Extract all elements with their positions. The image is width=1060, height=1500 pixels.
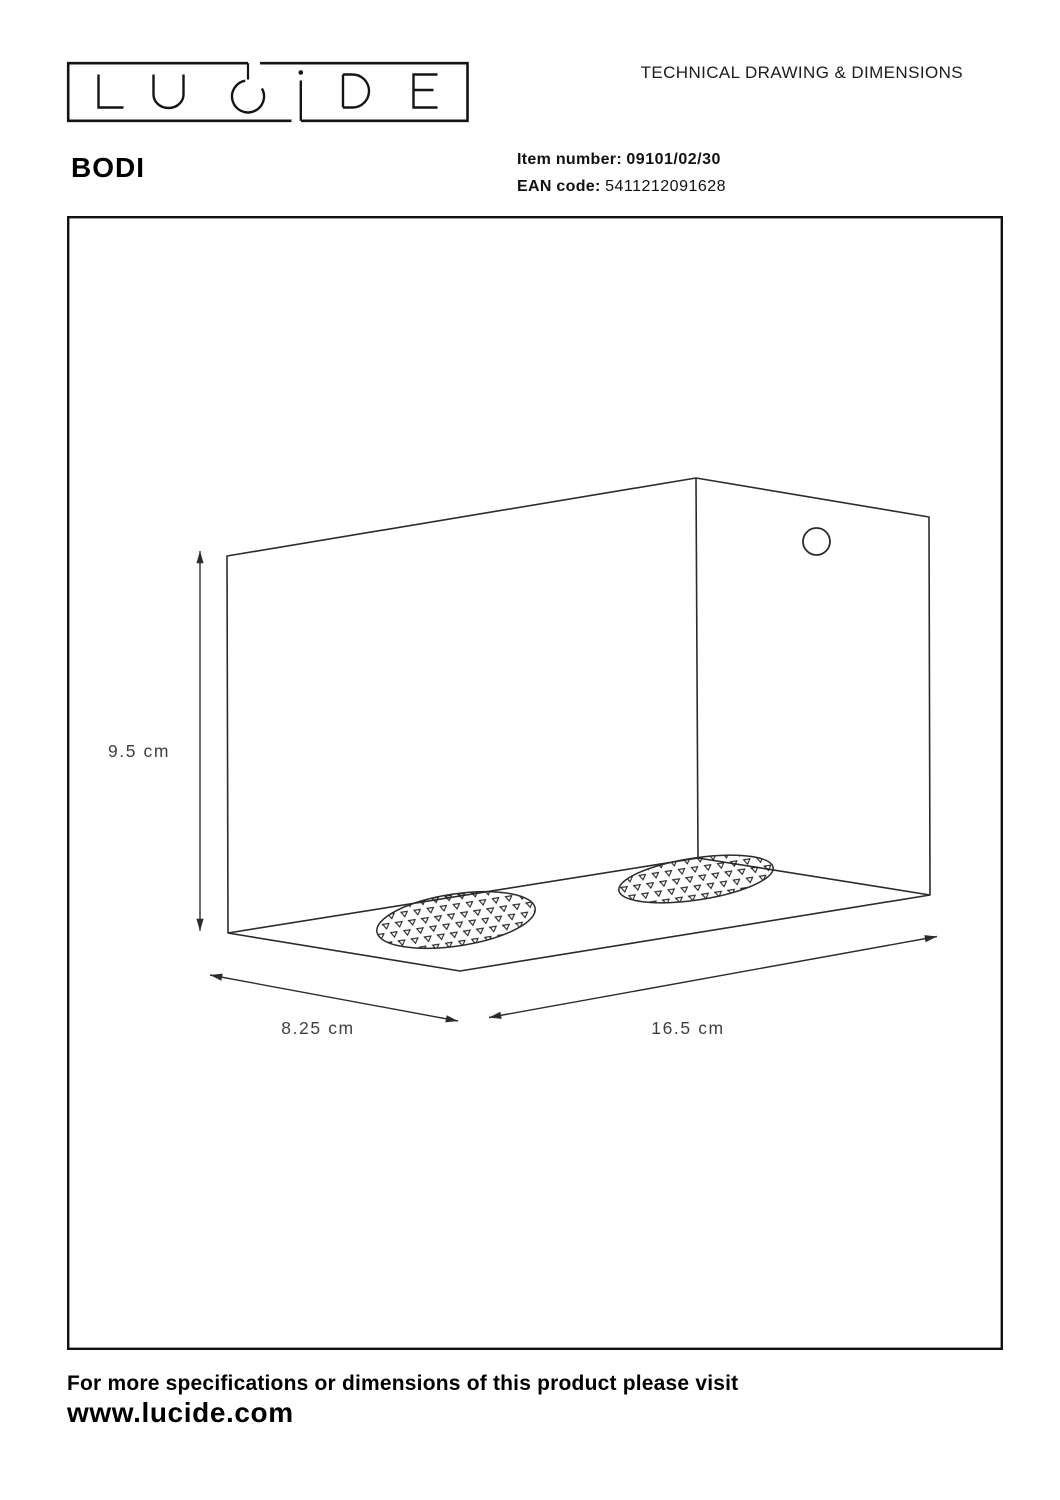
depth-dimension-label: 8.25 cm <box>281 1018 355 1038</box>
product-name: BODI <box>71 152 145 183</box>
product-box-inner-edges <box>228 478 930 933</box>
light-opening-right <box>616 847 776 912</box>
website-link[interactable]: www.lucide.com <box>67 1397 294 1428</box>
height-dimension-label: 9.5 cm <box>107 741 171 761</box>
logo-frame-right <box>260 63 468 121</box>
light-opening-left <box>373 882 539 957</box>
doc-title: TECHNICAL DRAWING & DIMENSIONS <box>640 63 963 82</box>
width-dimension-label: 16.5 cm <box>651 1018 725 1038</box>
lucide-logo <box>60 55 476 129</box>
mounting-hole-circle <box>803 528 830 555</box>
logo-letter-l <box>99 75 124 108</box>
logo-letter-i-dot <box>299 70 304 75</box>
item-number-row <box>517 147 726 174</box>
ean-value: 5411212091628 <box>605 177 727 195</box>
technical-drawing <box>67 216 1003 1350</box>
drawing-border <box>68 217 1002 1349</box>
ean-row <box>517 174 726 201</box>
logo-frame-left <box>68 63 291 121</box>
item-number-label: Item number: <box>517 151 622 168</box>
product-info-block <box>517 147 726 200</box>
technical-drawing-panel <box>67 216 1003 1350</box>
logo-letter-u <box>154 75 184 109</box>
footer-note: For more specifications or dimensions of this product please visit <box>67 1372 739 1395</box>
width-dimension-arrow <box>489 937 937 1018</box>
item-number-value: 09101/02/30 <box>626 151 721 168</box>
ean-label: EAN code: <box>517 177 601 195</box>
logo-letter-c <box>232 81 264 113</box>
logo-letter-e <box>414 75 438 108</box>
logo-letter-d <box>343 75 369 108</box>
depth-dimension-arrow <box>210 975 458 1021</box>
